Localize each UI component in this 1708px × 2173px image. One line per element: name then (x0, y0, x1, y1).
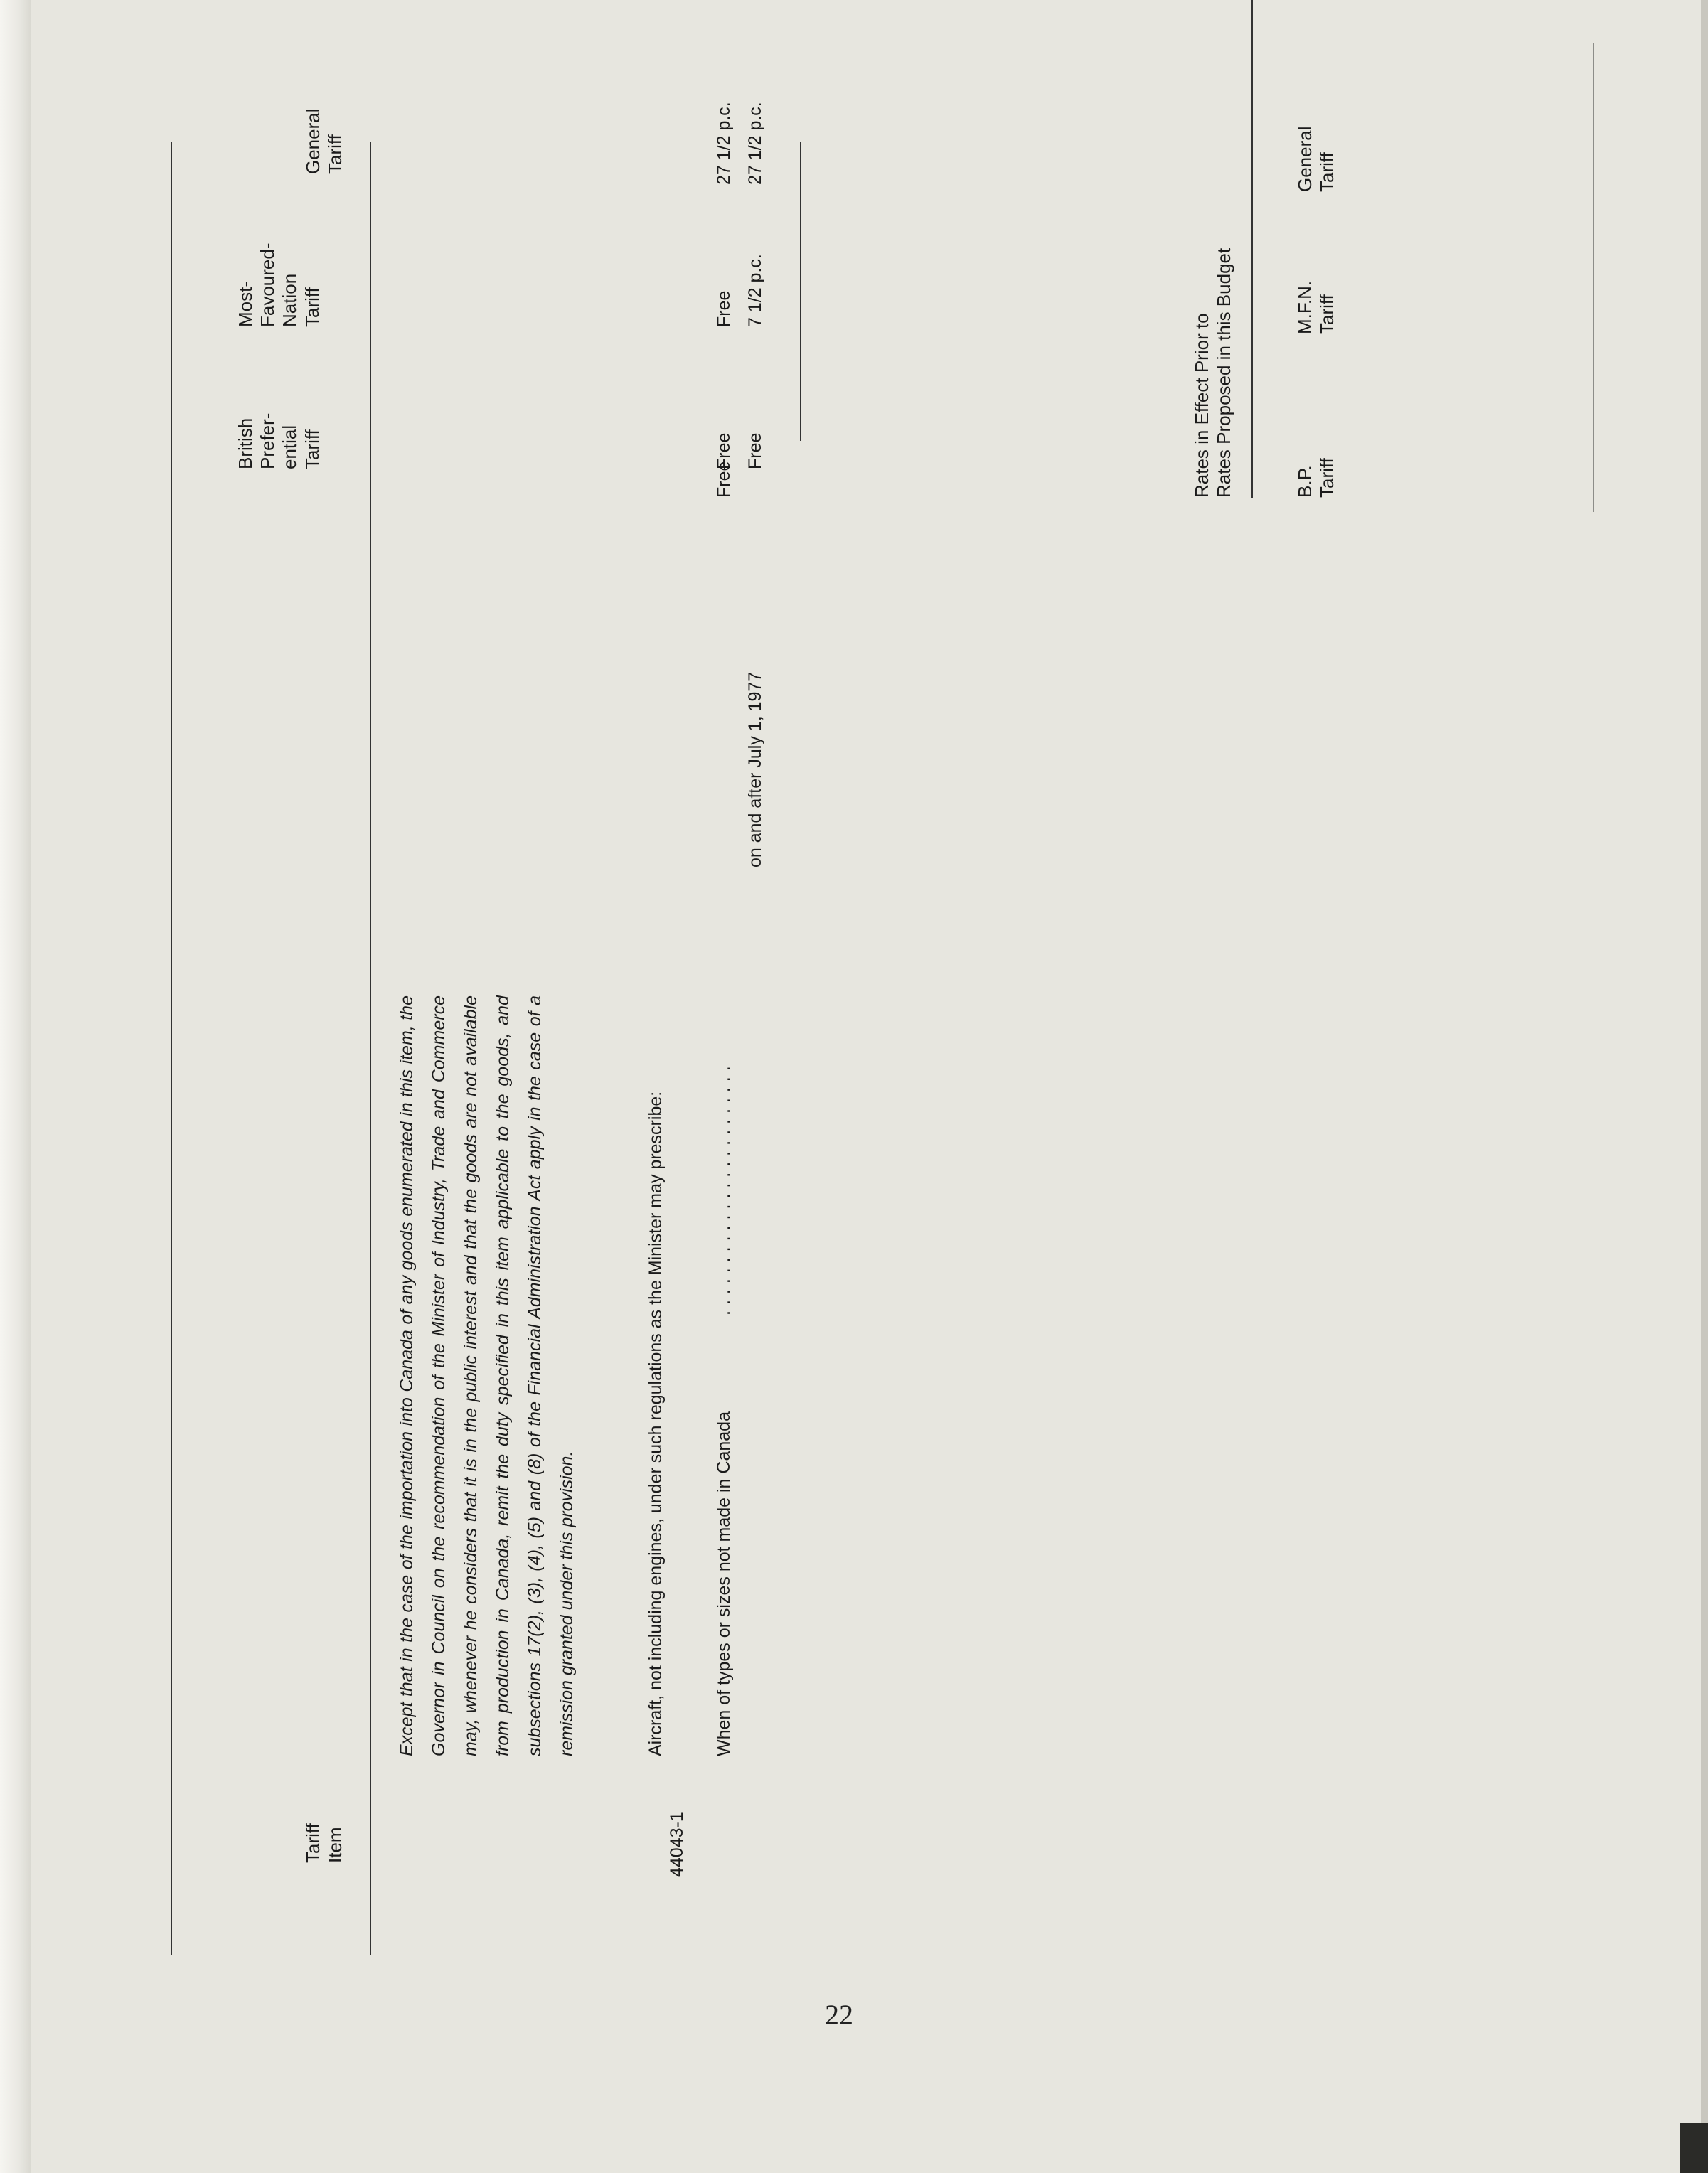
header-mfn: M.F.N. Tariff (1294, 280, 1338, 334)
row-44043-a-mfn: Free (714, 290, 734, 327)
book-spine-shadow (0, 0, 31, 2173)
header-general-prior: General Tariff (1294, 126, 1338, 192)
row-44043-a-bp: Free (714, 432, 734, 469)
row-44043-a-dots: ........................ (714, 1060, 734, 1315)
header-rates-in-effect-prior: Rates in Effect Prior to Rates Proposed in this Budget (1191, 247, 1235, 498)
header-general: General Tariff (302, 108, 346, 174)
header-british-preferential: British Prefer- ential Tariff (235, 412, 323, 469)
header-tariff-item: Tariff Item (302, 1823, 346, 1863)
remission-paragraph: Except that in the case of the importation into Canada of any goods enumerated in this item, the Governor in Council on the recommendation of the Minister of Industry, Trade and Commerce may, whenever he considers that it is in the public interest and that the goods are not available from production in Canada, remit the duty specified in this item applicable to the goods, and subsections 17(2), (3), (4), (5) and (8) of the Financial Administration Act apply in the case of a remission granted under this provision. (397, 995, 577, 1756)
page-number: 22 (825, 1999, 853, 2031)
row-44043-a-text: When of types or sizes not made in Canada (714, 1411, 734, 1756)
page-corner (1680, 2123, 1708, 2173)
tariff-item-44043: 44043-1 (667, 1812, 687, 1877)
row-44043-b-bp: Free (745, 432, 765, 469)
row-44043-b-text: on and after July 1, 1977 (745, 671, 765, 867)
aircraft-description: Aircraft, not including engines, under such regulations as the Minister may prescribe: (646, 1091, 666, 1756)
header-bp: B.P. Tariff (1294, 458, 1338, 498)
row-44043-b-gen: 27 1/2 p.c. (745, 102, 765, 185)
header-most-favoured-nation: Most- Favoured- Nation Tariff (235, 242, 323, 327)
row-44043-b-mfn: 7 1/2 p.c. (745, 254, 765, 327)
row-44043-a-pbp: Free (714, 461, 734, 498)
row-44043-a-gen: 27 1/2 p.c. (714, 102, 734, 185)
rotated-proposed-rates (128, 0, 1708, 1955)
